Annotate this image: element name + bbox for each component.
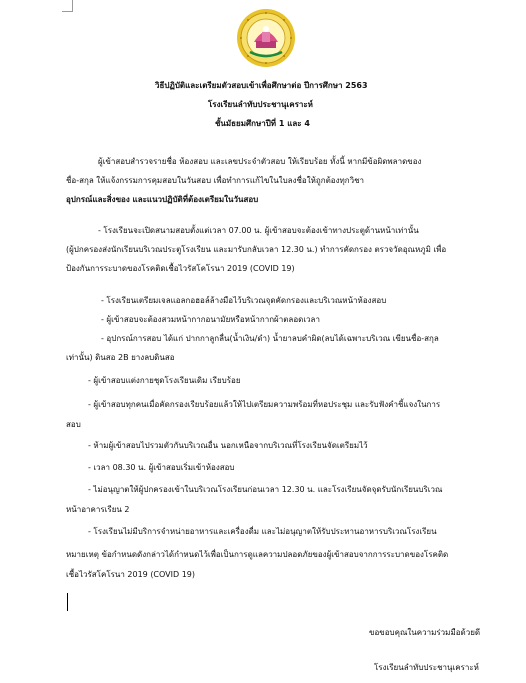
school-emblem-icon	[236, 8, 296, 68]
page-corner-marker	[62, 0, 73, 12]
intro-line-2: ชื่อ-สกุล ให้แจ้งกรรมการคุมสอบในวันสอบ เพื่อทำการแก้ไขในใบลงชื่อให้ถูกต้องทุกวิชา	[66, 176, 365, 185]
title-line-2: โรงเรียนลำทับประชานุเคราะห์	[208, 100, 313, 109]
bullet-parents-cont: หน้าอาคารเรียน 2	[66, 505, 130, 514]
section-heading: อุปกรณ์และสิ่งของ และแนวปฏิบัติที่ต้องเตรียมในวันสอบ	[66, 195, 259, 204]
para1-line-2: (ผู้ปกครองส่งนักเรียนบริเวณประตูโรงเรียน และมารับกลับเวลา 12.30 น.) ทำการคัดกรอง ตรวจวัดอุณหภูมิ เพื่อ	[66, 245, 447, 254]
bullet-assembly: - ผู้เข้าสอบทุกคนเมื่อคัดกรองเรียบร้อยแล้วให้ไปเตรียมความพร้อมที่หอประชุม และรับฟังคำชี้แจงในการ	[88, 400, 441, 409]
title-line-1: วิธีปฏิบัติและเตรียมตัวสอบเข้าเพื่อศึกษาต่อ ปีการศึกษา 2563	[155, 81, 368, 90]
note-line-2: เชื้อไวรัสโคโรนา 2019 (COVID 19)	[66, 570, 196, 579]
para1-line-3: ป้องกันการระบาดของโรคติดเชื้อไวรัสโคโรนา 2019 (COVID 19)	[66, 264, 295, 273]
intro-line-1: ผู้เข้าสอบสำรวจรายชื่อ ห้องสอบ และเลขประจำตัวสอบ ให้เรียบร้อย ทั้งนี้ หากมีข้อผิดพลาดของ	[98, 157, 422, 166]
bullet-mask: - ผู้เข้าสอบจะต้องสวมหน้ากากอนามัยหรือหน้ากากผ้าตลอดเวลา	[101, 315, 320, 324]
bullet-assembly-cont: สอบ	[66, 420, 81, 429]
bullet-equipment-cont: เท่านั้น) ดินสอ 2B ยางลบดินสอ	[66, 353, 175, 362]
note-line-1: หมายเหตุ ข้อกำหนดดังกล่าวได้กำหนดไว้เพื่อเป็นการดูแลความปลอดภัยของผู้เข้าสอบจากการระบาดของโรคติด	[66, 550, 449, 559]
bullet-uniform: - ผู้เข้าสอบแต่งกายชุดโรงเรียนเดิม เรียบร้อย	[88, 376, 241, 385]
title-line-3: ชั้นมัธยมศึกษาปีที่ 1 และ 4	[215, 119, 310, 128]
bullet-equipment: - อุปกรณ์การสอบ ได้แก่ ปากกาลูกลื่น(น้ำเงิน/ดำ) น้ำยาลบคำผิด(ลบได้เฉพาะบริเวณ เขียนชื่อ-สกุล	[101, 334, 439, 343]
signoff-thanks: ขอขอบคุณในความร่วมมือด้วยดี	[369, 628, 481, 637]
bullet-parents: - ไม่อนุญาตให้ผู้ปกครองเข้าในบริเวณโรงเรียนก่อนเวลา 12.30 น. และโรงเรียนจัดจุดรับนักเรียนบริเวณ	[88, 485, 443, 494]
bullet-sanitizer: - โรงเรียนเตรียมเจลแอลกอฮอล์ล้างมือไว้บริเวณจุดคัดกรองและบริเวณหน้าห้องสอบ	[101, 296, 387, 305]
para1-line-1: - โรงเรียนจะเปิดสนามสอบตั้งแต่เวลา 07.00 น. ผู้เข้าสอบจะต้องเข้าทางประตูด้านหน้าเท่านั้น	[98, 226, 419, 235]
bullet-no-food: - โรงเรียนไม่มีบริการจำหน่ายอาหารและเครื่องดื่ม และไม่อนุญาตให้รับประทานอาหารบริเวณโรงเรียน	[88, 527, 437, 536]
text-cursor[interactable]	[67, 593, 68, 611]
signoff-school: โรงเรียนลำทับประชานุเคราะห์	[374, 663, 479, 672]
bullet-exam-time: - เวลา 08.30 น. ผู้เข้าสอบเริ่มเข้าห้องสอบ	[88, 463, 235, 472]
bullet-no-gathering: - ห้ามผู้เข้าสอบไปรวมตัวกันบริเวณอื่น นอกเหนือจากบริเวณที่โรงเรียนจัดเตรียมไว้	[88, 441, 368, 450]
